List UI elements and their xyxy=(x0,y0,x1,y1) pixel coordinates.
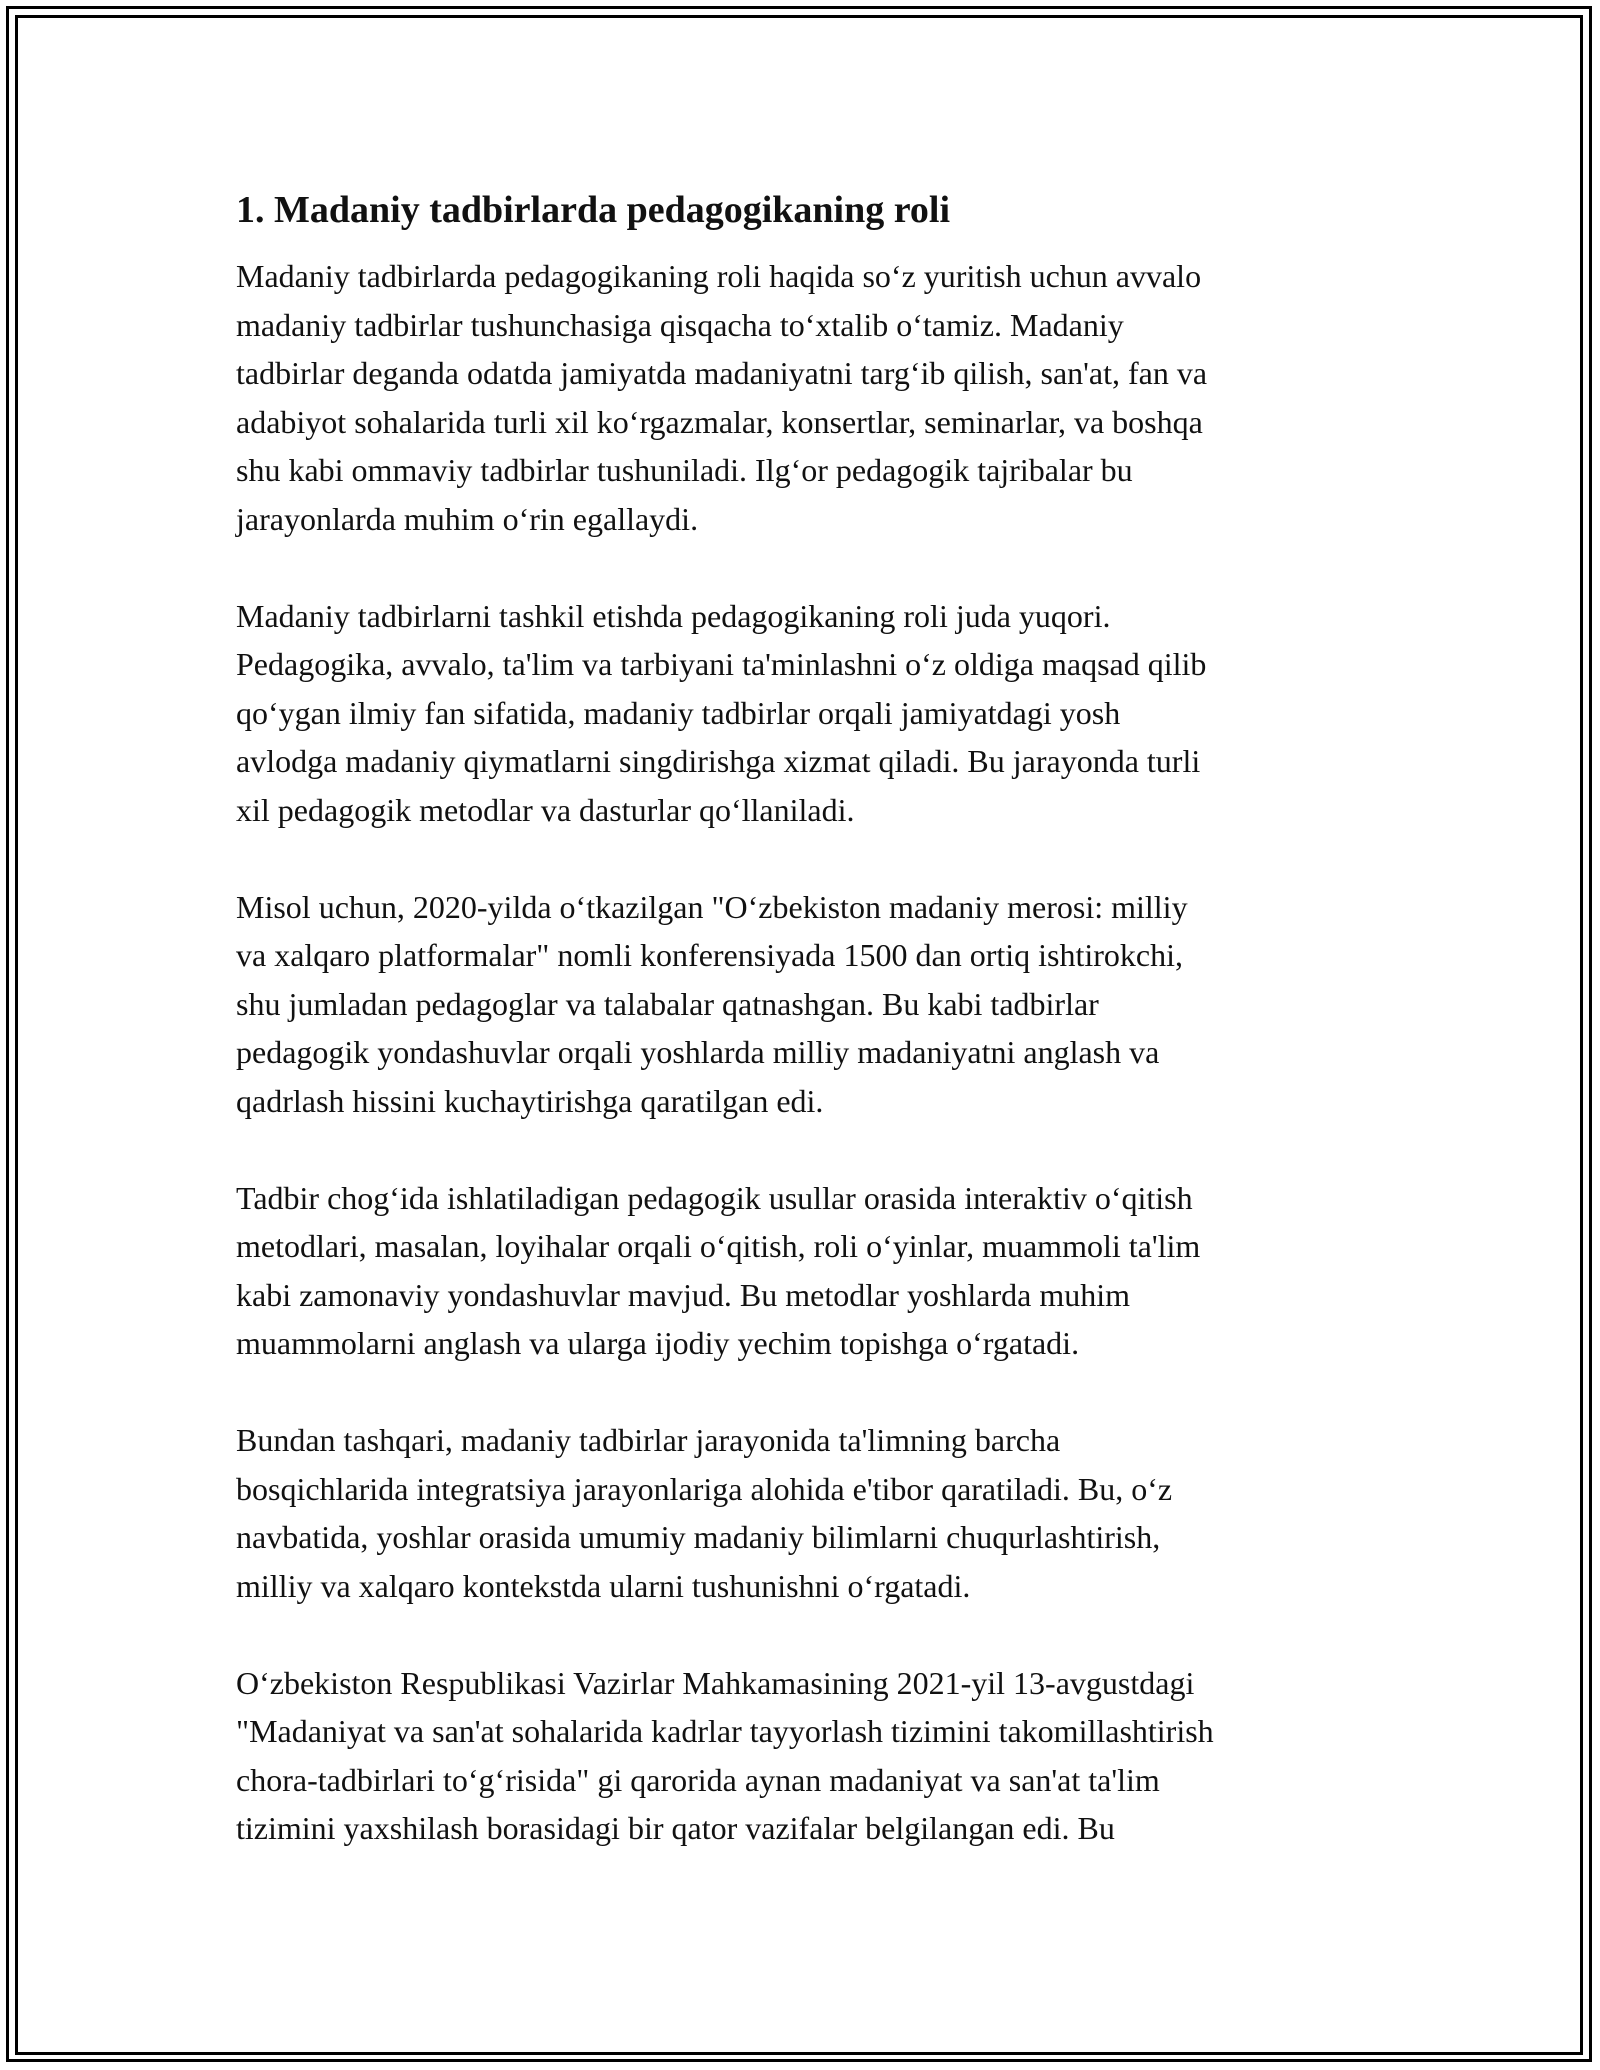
text-line: shu kabi ommaviy tadbirlar tushuniladi. Ilg‘or pedagogik tajribalar bu xyxy=(236,452,1133,488)
text-line: avlodga madaniy qiymatlarni singdirishga xizmat qiladi. Bu jarayonda turli xyxy=(236,743,1201,779)
paragraph-6 xyxy=(236,1659,1366,1853)
text-line: muammolarni anglash va ularga ijodiy yechim topishga o‘rgatadi. xyxy=(236,1325,1080,1361)
text-line: bosqichlarida integratsiya jarayonlariga alohida e'tibor qaratiladi. Bu, o‘z xyxy=(236,1470,1173,1507)
text-line: xil pedagogik metodlar va dasturlar qo‘llaniladi. xyxy=(236,791,855,828)
text-line: milliy va xalqaro kontekstda ularni tushunishni o‘rgatadi. xyxy=(236,1567,971,1604)
text-line: navbatida, yoshlar orasida umumiy madaniy bilimlarni chuqurlashtirish, xyxy=(236,1519,1161,1555)
paragraph-1 xyxy=(236,252,1366,543)
text-line: qadrlash hissini kuchaytirishga qaratilgan edi. xyxy=(236,1082,824,1119)
text-line: jarayonlarda muhim o‘rin egallaydi. xyxy=(236,500,699,537)
text-line: Madaniy tadbirlarni tashkil etishda pedagogikaning roli juda yuqori. xyxy=(236,597,1111,634)
text-line: Pedagogika, avvalo, ta'lim va tarbiyani ta'minlashni o‘z oldiga maqsad qilib xyxy=(236,646,1207,682)
text-line: tadbirlar deganda odatda jamiyatda madaniyatni targ‘ib qilish, san'at, fan va xyxy=(236,355,1208,391)
paragraph-2 xyxy=(236,592,1366,835)
text-line: O‘zbekiston Respublikasi Vazirlar Mahkamasining 2021-yil 13-avgustdagi xyxy=(236,1664,1195,1701)
text-line: chora-tadbirlari to‘g‘risida" gi qarorida aynan madaniyat va san'at ta'lim xyxy=(236,1761,1160,1798)
text-line: "Madaniyat va san'at sohalarida kadrlar tayyorlash tizimini takomillashtirish xyxy=(236,1713,1214,1749)
text-line: qo‘ygan ilmiy fan sifatida, madaniy tadbirlar orqali jamiyatdagi yosh xyxy=(236,694,1121,731)
text-line: kabi zamonaviy yondashuvlar mavjud. Bu metodlar yoshlarda muhim xyxy=(236,1276,1131,1313)
text-line: Misol uchun, 2020-yilda o‘tkazilgan "O‘zbekiston madaniy merosi: milliy xyxy=(236,888,1188,925)
text-line: Tadbir chog‘ida ishlatiladigan pedagogik usullar orasida interaktiv o‘qitish xyxy=(236,1179,1193,1216)
paragraph-3 xyxy=(236,883,1366,1126)
section-heading: 1. Madaniy tadbirlarda pedagogikaning roli xyxy=(236,189,951,231)
text-line: madaniy tadbirlar tushunchasiga qisqacha to‘xtalib o‘tamiz. Madaniy xyxy=(236,306,1124,343)
text-line: adabiyot sohalarida turli xil ko‘rgazmalar, konsertlar, seminarlar, va boshqa xyxy=(236,403,1203,440)
paragraph-4 xyxy=(236,1174,1366,1368)
text-line: va xalqaro platformalar" nomli konferensiyada 1500 dan ortiq ishtirokchi, xyxy=(236,937,1184,973)
paragraph-5 xyxy=(236,1416,1366,1610)
text-line: Bundan tashqari, madaniy tadbirlar jarayonida ta'limning barcha xyxy=(236,1422,1061,1458)
text-line: pedagogik yondashuvlar orqali yoshlarda milliy madaniyatni anglash va xyxy=(236,1034,1160,1070)
text-line: Madaniy tadbirlarda pedagogikaning roli haqida so‘z yuritish uchun avvalo xyxy=(236,258,1202,294)
document-body xyxy=(236,186,1366,1901)
text-line: shu jumladan pedagoglar va talabalar qatnashgan. Bu kabi tadbirlar xyxy=(236,985,1099,1022)
text-line: tizimini yaxshilash borasidagi bir qator vazifalar belgilangan edi. Bu xyxy=(236,1810,1115,1846)
text-line: metodlari, masalan, loyihalar orqali o‘qitish, roli o‘yinlar, muammoli ta'lim xyxy=(236,1228,1201,1264)
